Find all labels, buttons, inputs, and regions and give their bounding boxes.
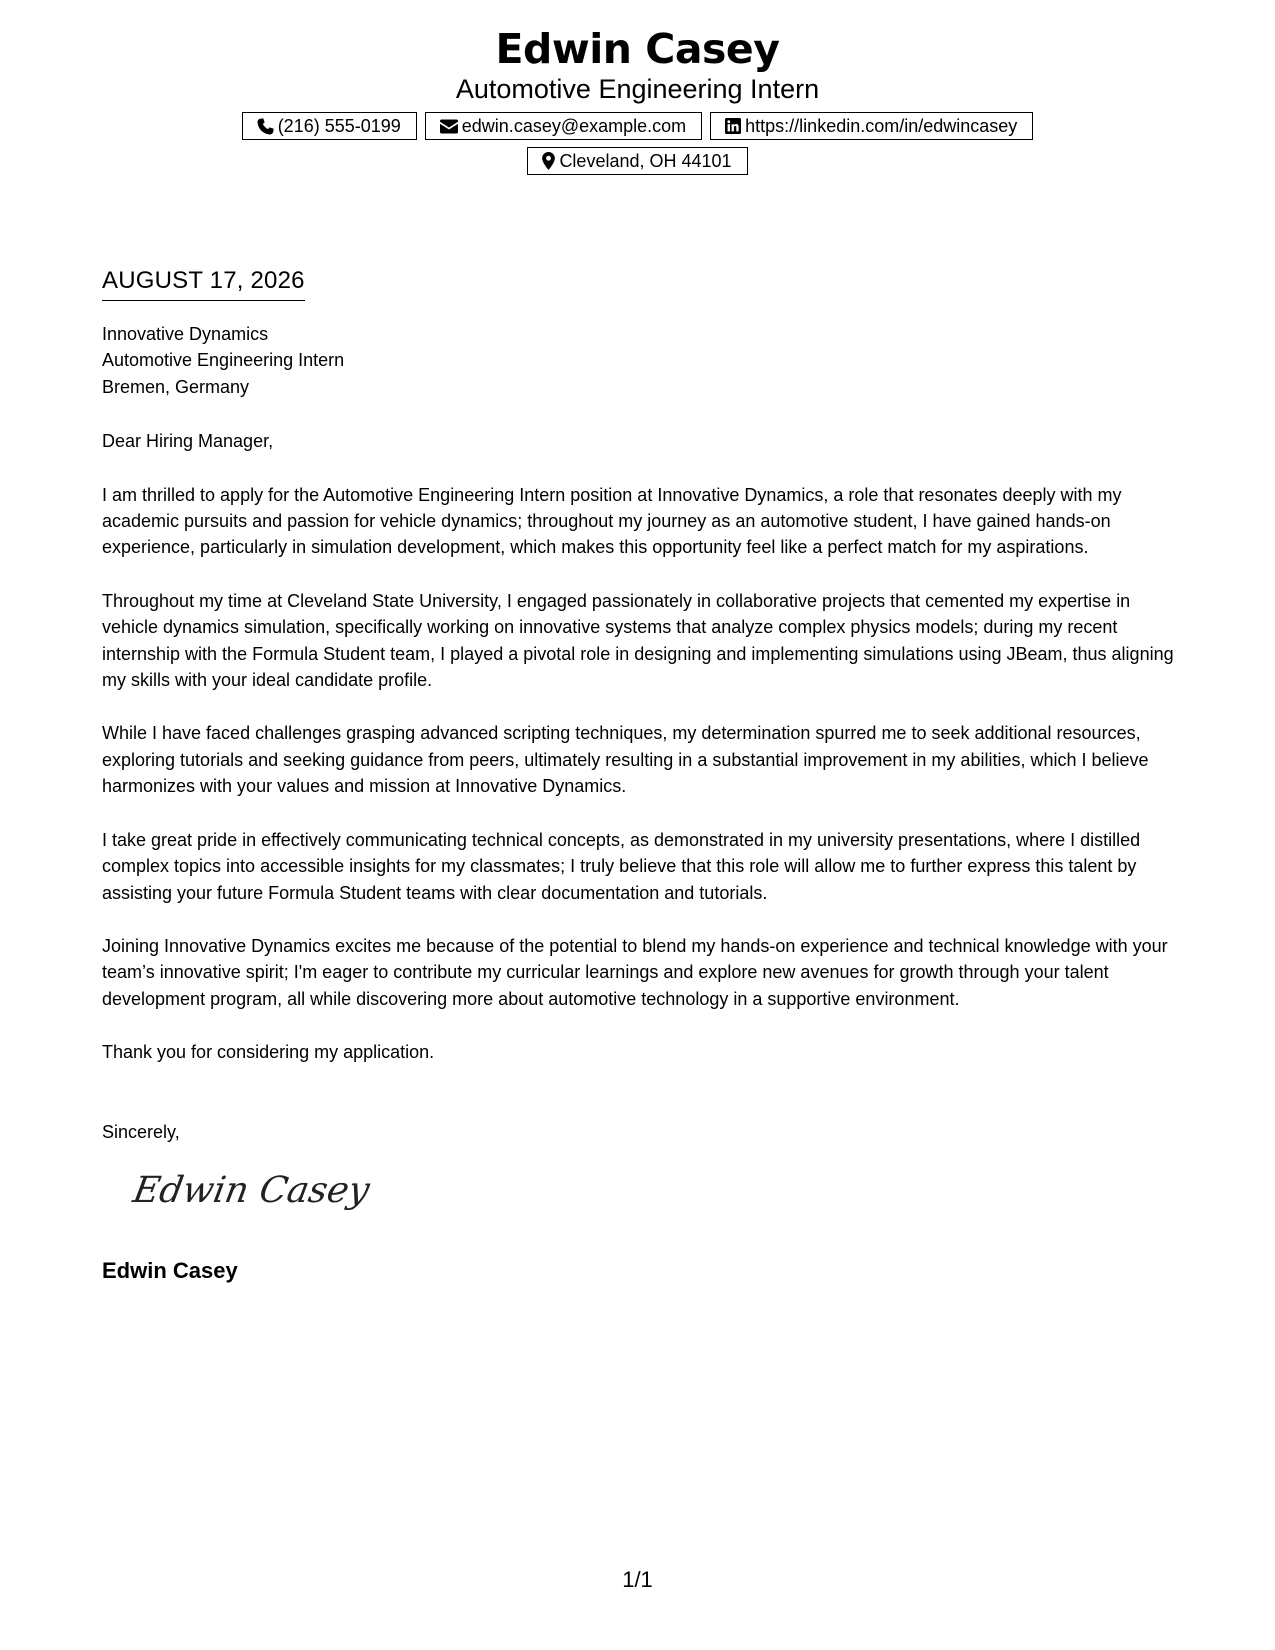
recipient-block [102, 321, 1177, 400]
body-paragraph: I take great pride in effectively communicating technical concepts, as demonstrated in my university presentations, where I distilled complex topics into accessible insights for my classmates; I truly believe that this role will allow me to further express this talent by assisting your future Formula Student teams with clear documentation and tutorials. [102, 829, 1141, 903]
page-number: 1/1 [622, 1567, 653, 1592]
closing-thanks: Thank you for considering my application. [102, 1042, 435, 1063]
phone-icon [257, 118, 274, 135]
recipient-company: Innovative Dynamics [102, 324, 269, 344]
linkedin-text: https://linkedin.com/in/edwincasey [745, 116, 1018, 136]
letter-body [102, 266, 1177, 1145]
applicant-name: Edwin Casey [495, 25, 780, 73]
contact-email [425, 112, 702, 140]
letter-header [0, 24, 1275, 175]
body-paragraph: I am thrilled to apply for the Automotive Engineering Intern position at Innovative Dynamics, a role that resonates deeply with my academic pursuits and passion for vehicle dynamics; throughout my journey as an automotive student, I have gained hands-on experience, particularly in simulation development, which makes this opportunity feel like a perfect match for my aspirations. [102, 484, 1122, 558]
linkedin-icon [725, 118, 741, 134]
contact-location [527, 147, 747, 175]
svg-text:Edwin Casey: Edwin Casey [130, 1168, 373, 1211]
recipient-position: Automotive Engineering Intern [102, 350, 345, 371]
contact-row-secondary [0, 147, 1275, 175]
body-paragraph: Throughout my time at Cleveland State University, I engaged passionately in collaborative projects that cemented my expertise in vehicle dynamics simulation, specifically working on innovative systems that analyze complex physics models; during my recent internship with the Formula Student team, I played a pivotal role in designing and implementing simulations using JBeam, thus aligning my skills with your ideal candidate profile. [102, 590, 1174, 691]
contact-linkedin [710, 112, 1033, 140]
body-paragraph: Joining Innovative Dynamics excites me because of the potential to blend my hands-on experience and technical knowledge with your team’s innovative spirit; I'm eager to contribute my curricular learnings and explore new avenues for growth through your talent development program, all while discovering more about automotive technology in a supportive environment. [102, 935, 1168, 1009]
signoff: Sincerely, [102, 1121, 180, 1142]
email-text: edwin.casey@example.com [461, 116, 687, 136]
greeting: Dear Hiring Manager, [102, 431, 274, 452]
handwritten-signature [130, 1166, 373, 1221]
contact-row-primary [0, 112, 1275, 140]
letter-date: AUGUST 17, 2026 [102, 266, 305, 301]
map-marker-icon [542, 152, 555, 170]
envelope-icon [440, 119, 458, 134]
signer-name: Edwin Casey [102, 1258, 238, 1283]
phone-text: (216) 555-0199 [277, 116, 401, 136]
recipient-location: Bremen, Germany [102, 376, 250, 397]
applicant-title: Automotive Engineering Intern [455, 74, 820, 104]
contact-phone [242, 112, 417, 140]
body-paragraph: While I have faced challenges grasping advanced scripting techniques, my determination spurred me to seek additional resources, exploring tutorials and seeking guidance from peers, ultimately resulting in a substantial improvement in my abilities, which I believe harmonizes with your values and mission at Innovative Dynamics. [102, 723, 1149, 797]
location-text: Cleveland, OH 44101 [559, 151, 732, 171]
